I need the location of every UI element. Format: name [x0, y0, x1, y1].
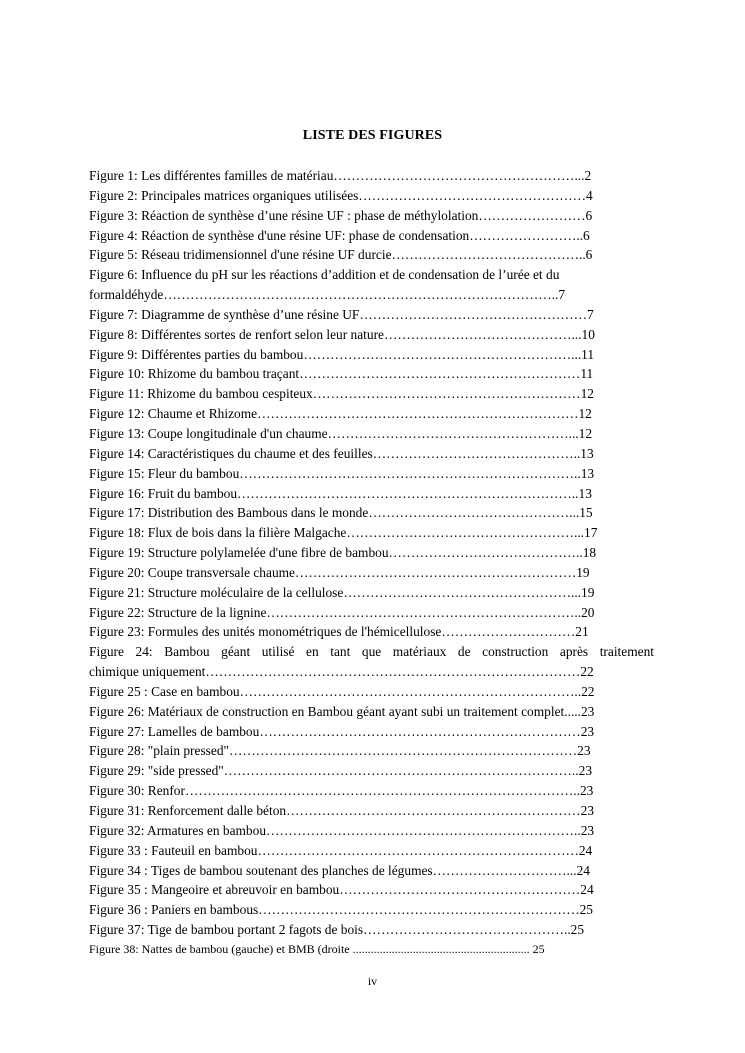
figure-list-line: Figure 3: Réaction de synthèse d’une résine UF : phase de méthylolation……………………6 — [89, 207, 593, 223]
figure-list-line: Figure 37: Tige de bambou portant 2 fagots de bois………………………………………..25 — [89, 922, 585, 938]
figure-list-line: Figure 1: Les différentes familles de matériau………………………………………………...2 — [89, 168, 592, 183]
figure-list-line: Figure 21: Structure moléculaire de la cellulose……………………………………………...19 — [89, 584, 595, 600]
page-title: LISTE DES FIGURES — [302, 128, 443, 143]
figure-list-line: Figure 30: Renfor……………………………………………………………………………..23 — [89, 783, 594, 799]
figure-list-line: Figure 13: Coupe longitudinale d'un chaume………………………………………………...12 — [89, 425, 593, 441]
figure-list-line: Figure 33 : Fauteuil en bambou………………………………………………………………24 — [89, 842, 593, 858]
figure-list-line: Figure 2: Principales matrices organiques utilisées……………………………………………4 — [89, 187, 593, 203]
figure-list-line: Figure 7: Diagramme de synthèse d’une résine UF……………………………………………7 — [89, 306, 594, 322]
figure-list-line: Figure 25 : Case en bambou…………………………………………………………………..22 — [89, 683, 595, 699]
figure-list-line: Figure 22: Structure de la lignine……………………………………………………………..20 — [89, 604, 595, 620]
figure-list-line: Figure 6: Influence du pH sur les réactions d’addition et de condensation de l’urée et du — [89, 267, 560, 283]
figure-list-line: Figure 26: Matériaux de construction en Bambou géant ayant subi un traitement complet.....23 — [89, 703, 595, 719]
figure-list-line: Figure 10: Rhizome du bambou traçant………………………………………………………11 — [89, 366, 594, 382]
figure-list-line: Figure 38: Nattes de bambou (gauche) et BMB (droite ........................................................... 25 — [89, 941, 545, 956]
figure-list-line: Figure 28: "plain pressed"……………………………………………………………………23 — [89, 743, 591, 759]
figure-list-line: Figure 29: "side pressed"……………………………………………………………………..23 — [89, 763, 593, 779]
figure-list-line: Figure 24: Bambou géant utilisé en tant que matériaux de construction après traitement — [89, 644, 654, 660]
figure-list-line: Figure 8: Différentes sortes de renfort selon leur nature……………………………………...10 — [89, 326, 595, 342]
figure-list-line: Figure 34 : Tiges de bambou soutenant des planches de légumes…………………………...24 — [89, 862, 590, 878]
figure-list-line: Figure 17: Distribution des Bambous dans le monde………………………………………...15 — [89, 505, 593, 521]
figure-list-line: Figure 16: Fruit du bambou…………………………………………………………………..13 — [89, 485, 592, 501]
figure-list-line: Figure 32: Armatures en bambou……………………………………………………………..23 — [89, 822, 595, 838]
figure-list-line: Figure 12: Chaume et Rhizome………………………………………………………………12 — [89, 406, 592, 422]
figure-list-line: Figure 5: Réseau tridimensionnel d'une résine UF durcie……………………………………..6 — [89, 247, 593, 263]
figure-list — [89, 166, 654, 960]
figure-list-line: Figure 18: Flux de bois dans la filière Malgache……………………………………………...17 — [89, 525, 598, 541]
page-number: iv — [367, 974, 378, 988]
figure-list-line: Figure 11: Rhizome du bambou cespiteux……………………………………………………12 — [89, 386, 594, 402]
figure-list-line: Figure 9: Différentes parties du bambou……………………………………………………...11 — [89, 346, 595, 362]
figure-list-line: Figure 31: Renforcement dalle béton…………………………………………………………23 — [89, 803, 595, 818]
figure-list-line: Figure 23: Formules des unités monométriques de l'hémicellulose…………………………21 — [89, 624, 589, 640]
figure-list-line: Figure 15: Fleur du bambou…………………………………………………………………..13 — [89, 465, 595, 481]
figure-list-line: Figure 27: Lamelles de bambou………………………………………………………………23 — [89, 723, 595, 739]
figure-list-line: Figure 36 : Paniers en bambous………………………………………………………………25 — [89, 902, 593, 918]
figure-list-line: Figure 35 : Mangeoire et abreuvoir en bambou………………………………………………24 — [89, 882, 594, 898]
figure-list-line: chimique uniquement…………………………………………………………………………22 — [89, 664, 594, 680]
figure-list-line: formaldéhyde……………………………………………………………………………..7 — [89, 287, 566, 303]
figure-list-line: Figure 19: Structure polylamelée d'une fibre de bambou……………………………………..18 — [89, 545, 597, 561]
figure-list-line: Figure 14: Caractéristiques du chaume et des feuilles………………………………………..13 — [89, 445, 594, 461]
figure-list-line: Figure 4: Réaction de synthèse d'une résine UF: phase de condensation……………………..6 — [89, 227, 590, 243]
figure-list-line: Figure 20: Coupe transversale chaume………………………………………………………19 — [89, 564, 590, 580]
